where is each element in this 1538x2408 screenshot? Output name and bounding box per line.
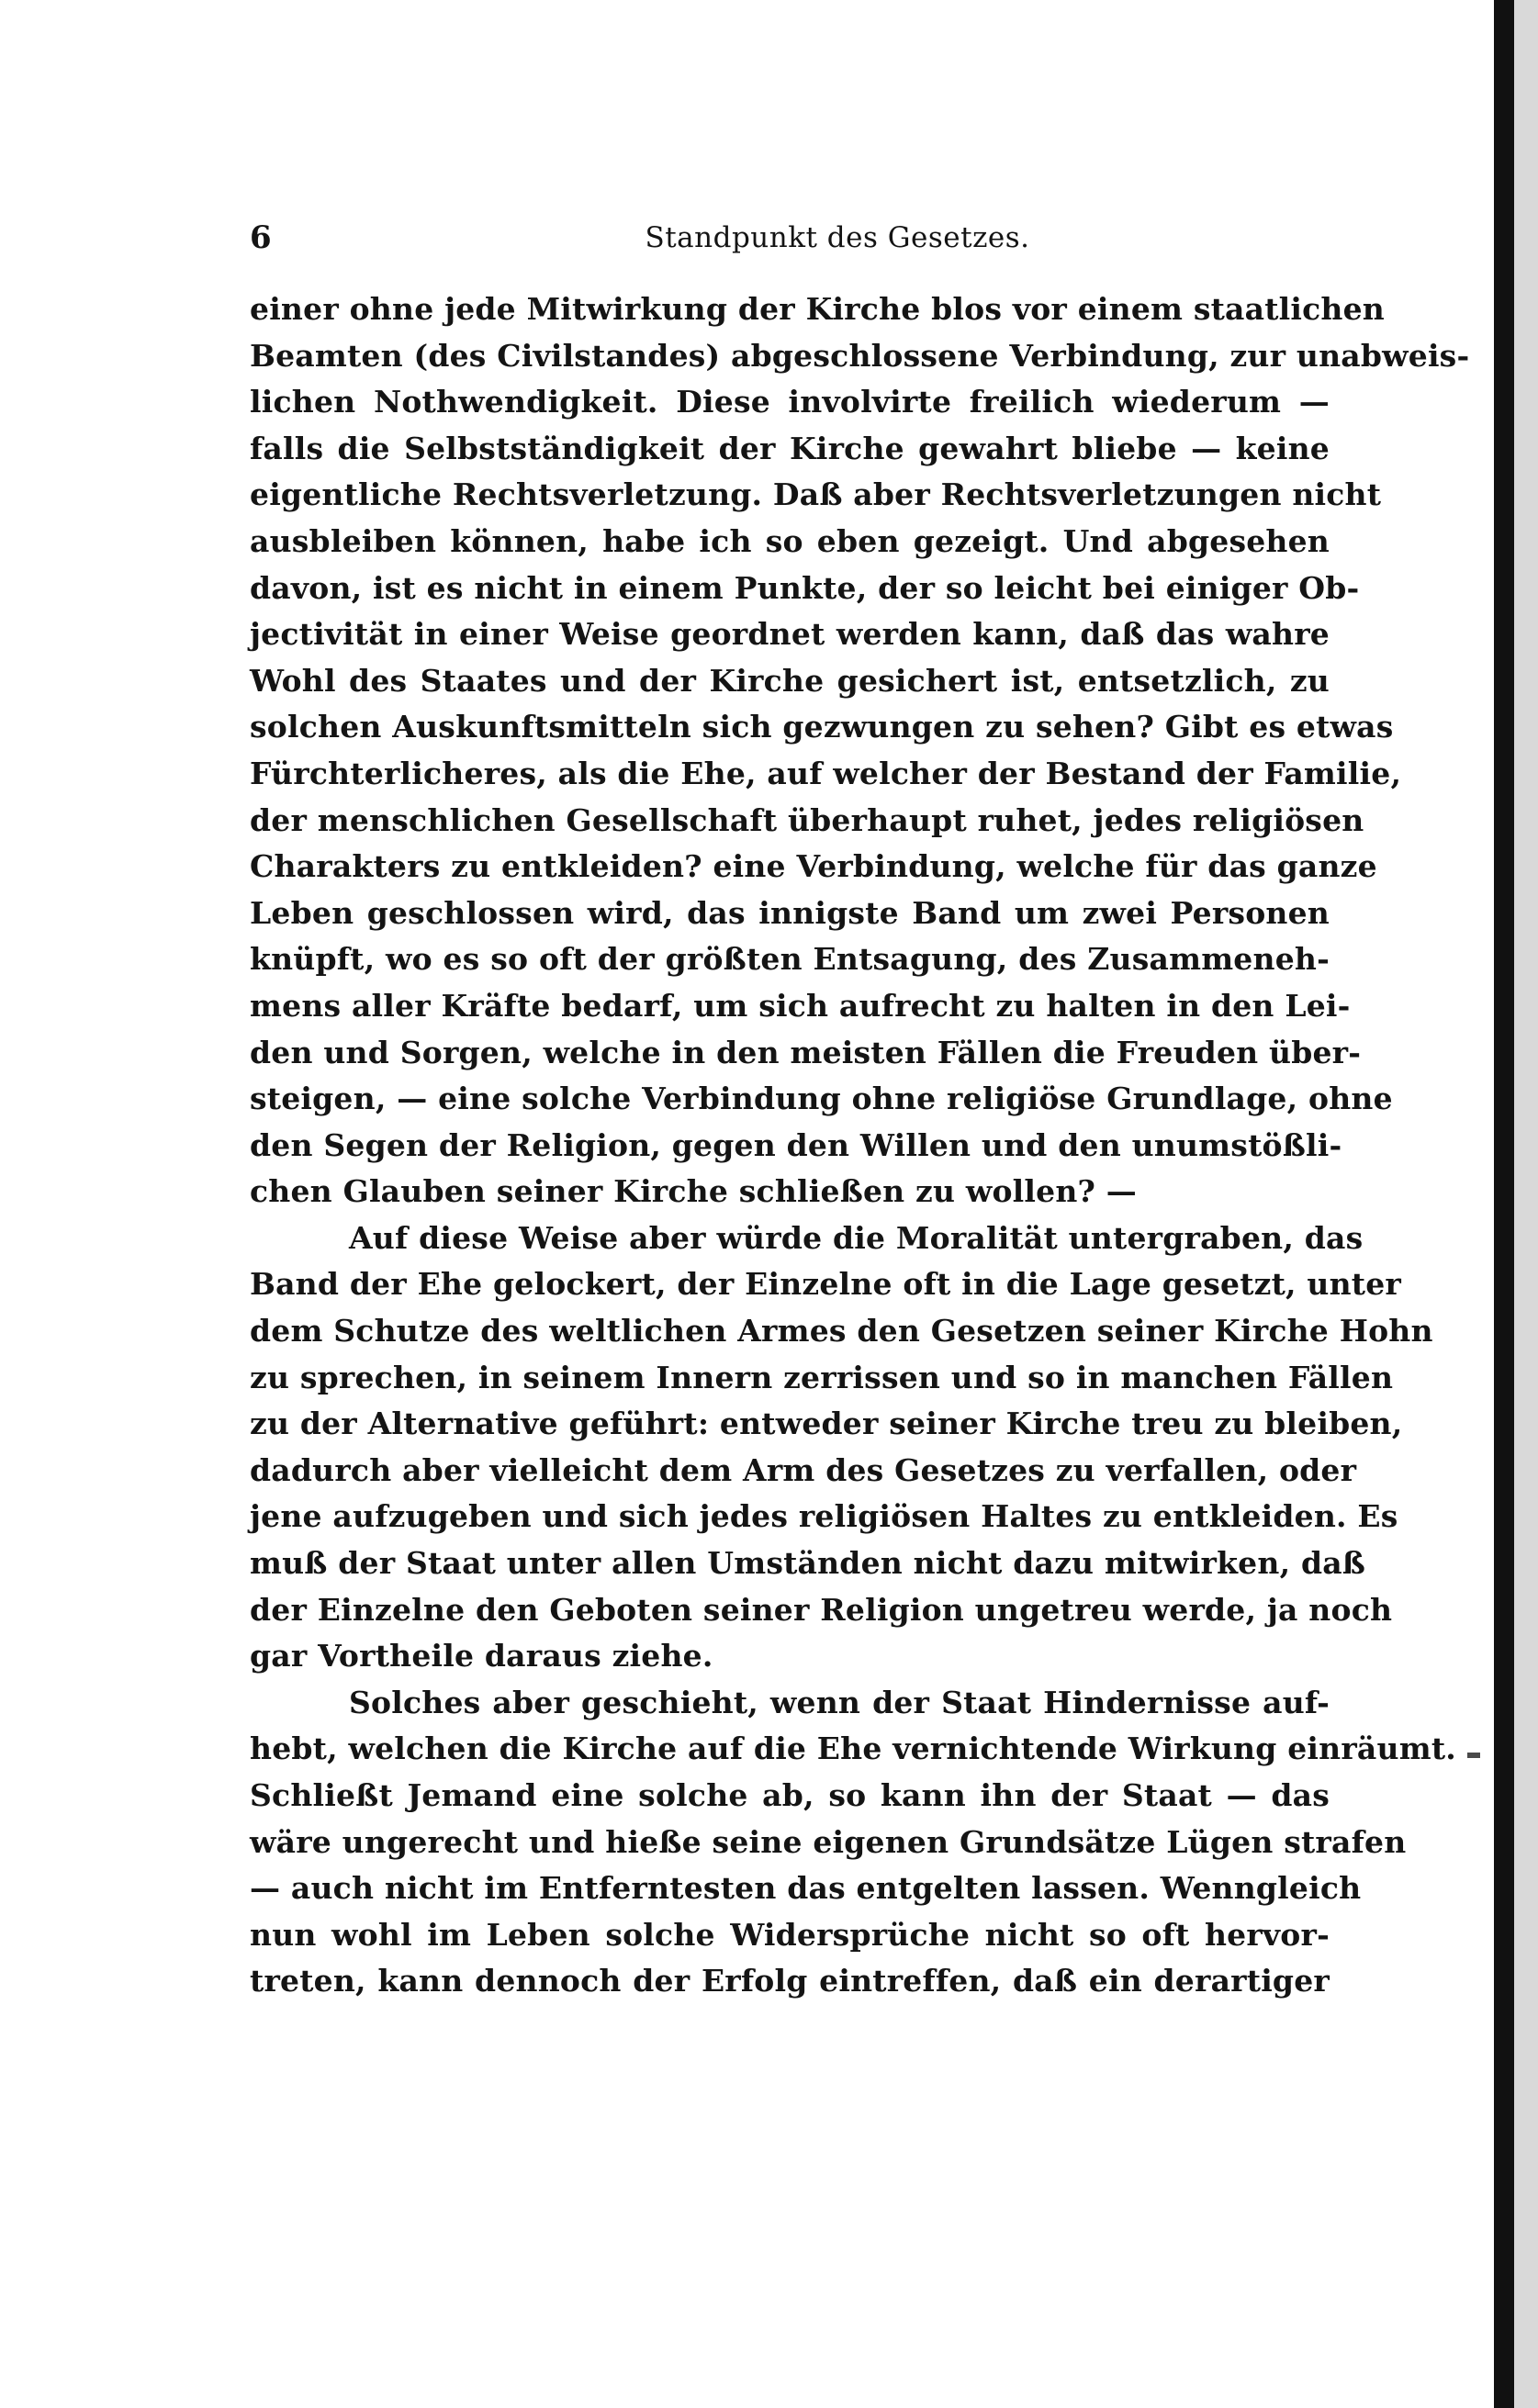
text-line: zu der Alternative geführt: entweder seiner Kirche treu zu bleiben, xyxy=(250,1406,1403,1442)
text-line: Schließt Jemand eine solche ab, so kann ihn der Staat — das xyxy=(250,1777,1330,1813)
text-line: dadurch aber vielleicht dem Arm des Gesetzes zu verfallen, oder xyxy=(250,1451,1357,1488)
text-line: muß der Staat unter allen Umständen nicht dazu mitwirken, daß xyxy=(250,1545,1366,1582)
text-line: der Einzelne den Geboten seiner Religion ungetreu werde, ja noch xyxy=(250,1591,1393,1628)
text-line: Fürchterlicheres, als die Ehe, auf welcher der Bestand der Familie, xyxy=(250,755,1402,791)
text-line: den Segen der Religion, gegen den Willen und den unumstößli- xyxy=(250,1126,1342,1163)
text-line: solchen Auskunftsmitteln sich gezwungen zu sehen? Gibt es etwas xyxy=(250,709,1394,745)
body-text xyxy=(250,286,1470,2005)
running-head xyxy=(250,217,1330,259)
text-line: chen Glauben seiner Kirche schließen zu wollen? — xyxy=(250,1173,1137,1210)
text-line: Charakters zu entkleiden? eine Verbindung, welche für das ganze xyxy=(250,848,1377,885)
text-line: — auch nicht im Entferntesten das entgelten lassen. Wenngleich xyxy=(250,1870,1362,1907)
text-line: davon, ist es nicht in einem Punkte, der so leicht bei einiger Ob- xyxy=(250,569,1360,606)
text-line: jectivität in einer Weise geordnet werden kann, daß das wahre xyxy=(250,616,1330,653)
text-line: hebt, welchen die Kirche auf die Ehe vernichtende Wirkung einräumt. xyxy=(250,1730,1456,1767)
page-number: 6 xyxy=(250,219,272,256)
text-line: einer ohne jede Mitwirkung der Kirche blos vor einem staatlichen xyxy=(250,291,1385,327)
running-title: Standpunkt des Gesetzes. xyxy=(645,221,1030,254)
text-line: dem Schutze des weltlichen Armes den Gesetzen seiner Kirche Hohn xyxy=(250,1313,1433,1350)
text-line: jene aufzugeben und sich jedes religiösen Haltes zu entkleiden. Es xyxy=(250,1498,1398,1535)
text-line: Leben geschlossen wird, das innigste Band um zwei Personen xyxy=(250,894,1330,931)
text-line: mens aller Kräfte bedarf, um sich aufrecht zu halten in den Lei- xyxy=(250,987,1351,1024)
text-line: falls die Selbstständigkeit der Kirche gewahrt bliebe — keine xyxy=(250,430,1330,466)
text-line: der menschlichen Gesellschaft überhaupt ruhet, jedes religiösen xyxy=(250,801,1364,838)
text-line: lichen Nothwendigkeit. Diese involvirte freilich wiederum — xyxy=(250,384,1330,420)
text-line: Auf diese Weise aber würde die Moralität untergraben, das xyxy=(349,1219,1364,1256)
text-line: wäre ungerecht und hieße seine eigenen Grundsätze Lügen strafen xyxy=(250,1823,1407,1860)
text-line: gar Vortheile daraus ziehe. xyxy=(250,1638,713,1674)
text-line: Beamten (des Civilstandes) abgeschlossene Verbindung, zur unabweis- xyxy=(250,337,1470,374)
text-line: zu sprechen, in seinem Innern zerrissen und so in manchen Fällen xyxy=(250,1359,1394,1395)
text-line: eigentliche Rechtsverletzung. Daß aber Rechtsverletzungen nicht xyxy=(250,476,1382,513)
text-line: treten, kann dennoch der Erfolg eintreffen, daß ein derartiger xyxy=(250,1963,1330,1999)
text-line: knüpft, wo es so oft der größten Entsagung, des Zusammeneh- xyxy=(250,941,1330,978)
text-line: den und Sorgen, welche in den meisten Fällen die Freuden über- xyxy=(250,1034,1362,1070)
scan-border-dark xyxy=(1494,0,1514,2408)
text-line: ausbleiben können, habe ich so eben gezeigt. Und abgesehen xyxy=(250,522,1330,559)
text-line: nun wohl im Leben solche Widersprüche nicht so oft hervor- xyxy=(250,1916,1330,1953)
text-line: Band der Ehe gelockert, der Einzelne oft in die Lage gesetzt, unter xyxy=(250,1266,1402,1303)
text-line: steigen, — eine solche Verbindung ohne religiöse Grundlage, ohne xyxy=(250,1081,1393,1117)
scan-margin-mark xyxy=(1467,1753,1480,1758)
text-line: Wohl des Staates und der Kirche gesichert ist, entsetzlich, zu xyxy=(250,662,1330,699)
scan-border-light xyxy=(1514,0,1538,2408)
text-line: Solches aber geschieht, wenn der Staat Hindernisse auf- xyxy=(349,1684,1330,1720)
